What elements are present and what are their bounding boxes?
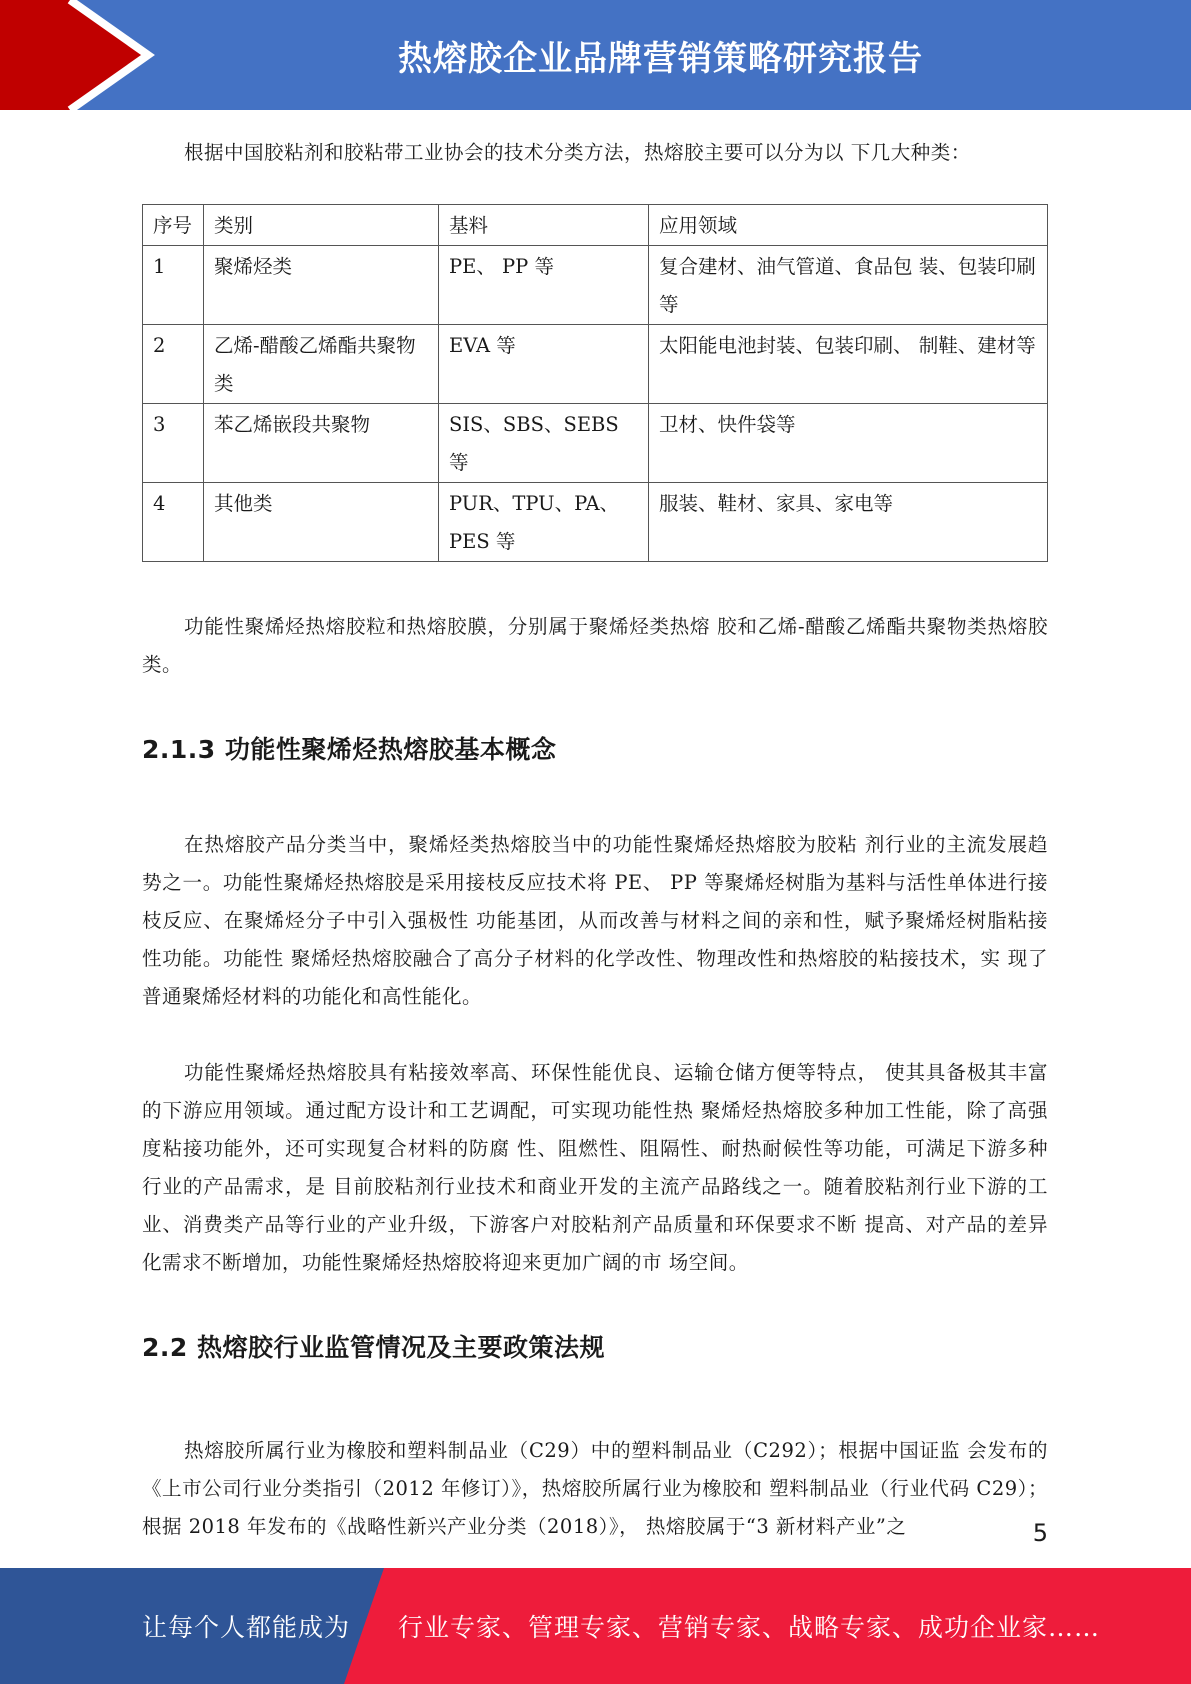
header-banner: [0, 0, 1191, 110]
hot-melt-classification-table: [142, 204, 1048, 562]
footer-banner: [0, 1568, 1191, 1684]
table-row: [143, 246, 1048, 325]
section-2-2-paragraph-1: 热熔胶所属行业为橡胶和塑料制品业（C29）中的塑料制品业（C292）；根据中国证监 会发布的《上市公司行业分类指引（2012 年修订）》，热熔胶所属行业为橡胶和 塑料制品业（行业代码 C29）；根据 2018 年发布的《战略性新兴产业分类（2018）》， 热熔胶属于“3 新材料产业”之: [142, 1439, 1048, 1538]
cell-category: 其他类: [204, 483, 439, 562]
section-2-1-3-paragraph-2: 功能性聚烯烃热熔胶具有粘接效率高、环保性能优良、运输仓储方便等特点， 使其具备极其丰富的下游应用领域。通过配方设计和工艺调配，可实现功能性热 聚烯烃热熔胶多种加工性能，除了高强度粘接功能外，还可实现复合材料的防腐 性、阻燃性、阻隔性、耐热耐候性等功能，可满足下游多种行业的产品需求，是 目前胶粘剂行业技术和商业开发的主流产品路线之一。随着胶粘剂行业下游的工 业、消费类产品等行业的产业升级，下游客户对胶粘剂产品质量和环保要求不断 提高、对产品的差异化需求不断增加，功能性聚烯烃热熔胶将迎来更加广阔的市 场空间。: [142, 1061, 1048, 1274]
table-row: [143, 325, 1048, 404]
cell-base: EVA 等: [439, 325, 649, 404]
header-cell-category: 类别: [204, 205, 439, 246]
cell-no: 2: [143, 325, 204, 404]
report-title: 热熔胶企业品牌营销策略研究报告: [398, 38, 923, 79]
intro-paragraph: 根据中国胶粘剂和胶粘带工业协会的技术分类方法，热熔胶主要可以分为以 下几大种类：: [184, 141, 971, 164]
section-heading-2-2: 2.2 热熔胶行业监管情况及主要政策法规: [142, 1333, 605, 1362]
cell-base: SIS、SBS、SEBS 等: [439, 404, 649, 483]
cell-base: PUR、TPU、PA、PES 等: [439, 483, 649, 562]
cell-application: 服装、鞋材、家具、家电等: [649, 483, 1048, 562]
table-row: [143, 404, 1048, 483]
cell-no: 3: [143, 404, 204, 483]
header-cell-no: 序号: [143, 205, 204, 246]
footer-slogan-right: 行业专家、管理专家、营销专家、战略专家、成功企业家……: [398, 1613, 1101, 1642]
after-table-paragraph: 功能性聚烯烃热熔胶粒和热熔胶膜，分别属于聚烯烃类热熔 胶和乙烯-醋酸乙烯酯共聚物类热熔胶类。: [142, 615, 1048, 676]
header-red-arrow: [0, 0, 148, 110]
cell-category: 苯乙烯嵌段共聚物: [204, 404, 439, 483]
cell-no: 1: [143, 246, 204, 325]
cell-no: 4: [143, 483, 204, 562]
cell-category: 乙烯-醋酸乙烯酯共聚物类: [204, 325, 439, 404]
page-number: 5: [1032, 1519, 1048, 1547]
cell-application: 太阳能电池封装、包装印刷、 制鞋、建材等: [649, 325, 1048, 404]
table-header-row: [143, 205, 1048, 246]
header-cell-application: 应用领域: [649, 205, 1048, 246]
page-content: [142, 134, 1048, 1546]
cell-application: 卫材、快件袋等: [649, 404, 1048, 483]
footer-slogan-left: 让每个人都能成为: [142, 1613, 351, 1642]
table-row: [143, 483, 1048, 562]
section-2-1-3-paragraph-1: 在热熔胶产品分类当中，聚烯烃类热熔胶当中的功能性聚烯烃热熔胶为胶粘 剂行业的主流发展趋势之一。功能性聚烯烃热熔胶是采用接枝反应技术将 PE、 PP 等聚烯烃树脂为基料与活性单体进行接枝反应、在聚烯烃分子中引入强极性 功能基团，从而改善与材料之间的亲和性，赋予聚烯烃树脂粘接性功能。功能性 聚烯烃热熔胶融合了高分子材料的化学改性、物理改性和热熔胶的粘接技术，实 现了普通聚烯烃材料的功能化和高性能化。: [142, 833, 1048, 1008]
cell-application: 复合建材、油气管道、食品包 装、包装印刷等: [649, 246, 1048, 325]
cell-base: PE、 PP 等: [439, 246, 649, 325]
header-cell-base: 基料: [439, 205, 649, 246]
cell-category: 聚烯烃类: [204, 246, 439, 325]
section-heading-2-1-3: 2.1.3 功能性聚烯烃热熔胶基本概念: [142, 735, 557, 764]
